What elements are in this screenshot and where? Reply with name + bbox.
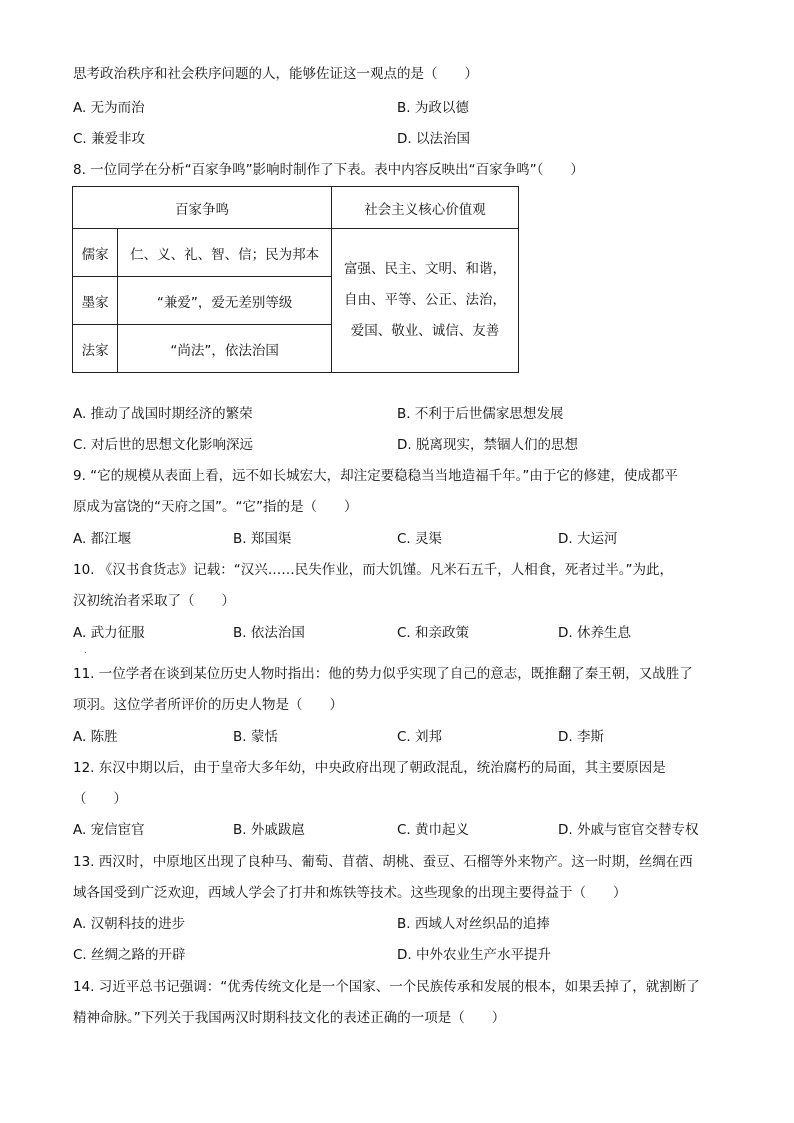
q12-option-c: C. 黄巾起义 bbox=[397, 822, 470, 838]
q10-option-c: C. 和亲政策 bbox=[397, 625, 470, 641]
q12-stem-line: 12. 东汉中期以后，由于皇帝大多年幼，中央政府出现了朝政混乱，统治腐朽的局面，其主要原因是 bbox=[73, 760, 666, 776]
table-school-cell: 儒家 bbox=[73, 229, 118, 277]
q10-stem-line: 10. 《汉书食货志》记载：“汉兴……民失作业，而大饥馑。凡米石五千，人相食，死者过半。”为此， bbox=[73, 562, 673, 578]
core-values-line: 富强、民主、文明、和谐， bbox=[344, 261, 506, 277]
q8-option-b: B. 不利于后世儒家思想发展 bbox=[397, 406, 564, 422]
table-idea-cell: “兼爱”，爱无差别等级 bbox=[118, 277, 332, 325]
q12-option-d: D. 外戚与宦官交替专权 bbox=[558, 822, 699, 838]
table-idea-cell: 仁、义、礼、智、信；民为邦本 bbox=[118, 229, 332, 277]
q9-option-a: A. 都江堰 bbox=[73, 531, 132, 547]
q10-stem-line: 汉初统治者采取了（ ） bbox=[73, 593, 235, 609]
q9-stem-line: 9. “它的规模从表面上看，远不如长城宏大，却注定要稳稳当当地造福千年。”由于它的修建，使成都平 bbox=[73, 468, 678, 484]
q13-option-b: B. 西域人对丝织品的追捧 bbox=[397, 916, 550, 932]
q8-stem: 8. 一位同学在分析“百家争鸣”影响时制作了下表。表中内容反映出“百家争鸣”（ ） bbox=[73, 162, 584, 178]
table-school-cell: 法家 bbox=[73, 325, 118, 373]
q8-option-d: D. 脱离现实，禁锢人们的思想 bbox=[397, 437, 578, 453]
core-values-line: 爱国、敬业、诚信、友善 bbox=[350, 323, 500, 339]
q13-option-c: C. 丝绸之路的开辟 bbox=[73, 947, 186, 963]
q14-stem-line: 精神命脉。”下列关于我国两汉时期科技文化的表述正确的一项是（ ） bbox=[73, 1010, 506, 1026]
core-values-line: 自由、平等、公正、法治， bbox=[344, 292, 506, 308]
table-core-values-cell bbox=[332, 229, 519, 373]
q11-option-a: A. 陈胜 bbox=[73, 729, 118, 745]
q13-stem-line: 13. 西汉时，中原地区出现了良种马、葡萄、苜蓿、胡桃、蚕豆、石榴等外来物产。这一时期，丝绸在西 bbox=[73, 854, 693, 870]
q9-option-b: B. 郑国渠 bbox=[233, 531, 292, 547]
table-header-schools: 百家争鸣 bbox=[73, 187, 332, 229]
q8-option-c: C. 对后世的思想文化影响深远 bbox=[73, 437, 254, 453]
q13-stem-line: 域各国受到广泛欢迎，西域人学会了打井和炼铁等技术。这些现象的出现主要得益于（ ） bbox=[73, 885, 627, 901]
q7-stem-tail: 思考政治秩序和社会秩序问题的人，能够佐证这一观点的是（ ） bbox=[73, 66, 478, 82]
q13-option-d: D. 中外农业生产水平提升 bbox=[397, 947, 551, 963]
q11-option-d: D. 李斯 bbox=[558, 729, 604, 745]
q8-option-a: A. 推动了战国时期经济的繁荣 bbox=[73, 406, 253, 422]
table-idea-cell: “尚法”，依法治国 bbox=[118, 325, 332, 373]
table-header-values: 社会主义核心价值观 bbox=[332, 187, 519, 229]
q9-option-d: D. 大运河 bbox=[558, 531, 618, 547]
q7-option-b: B. 为政以德 bbox=[397, 100, 469, 116]
q11-stem-line: 11. 一位学者在谈到某位历史人物时指出：他的势力似乎实现了自己的意志，既推翻了秦王朝，又战胜了 bbox=[73, 666, 693, 682]
hundred-schools-table bbox=[72, 186, 519, 373]
q10-option-a: A. 武力征服 bbox=[73, 625, 145, 641]
q9-option-c: C. 灵渠 bbox=[397, 531, 443, 547]
stray-dot-mark: . bbox=[84, 646, 87, 655]
q10-option-d: D. 休养生息 bbox=[558, 625, 631, 641]
q11-option-b: B. 蒙恬 bbox=[233, 729, 278, 745]
q7-option-a: A. 无为而治 bbox=[73, 100, 145, 116]
q12-stem-line: （ ） bbox=[73, 791, 127, 807]
q13-option-a: A. 汉朝科技的进步 bbox=[73, 916, 186, 932]
q11-stem-line: 项羽。这位学者所评价的历史人物是（ ） bbox=[73, 697, 343, 713]
q7-option-d: D. 以法治国 bbox=[397, 131, 470, 147]
q12-option-b: B. 外戚跋扈 bbox=[233, 822, 305, 838]
q7-option-c: C. 兼爱非攻 bbox=[73, 131, 146, 147]
q10-option-b: B. 依法治国 bbox=[233, 625, 305, 641]
q9-stem-line: 原成为富饶的“天府之国”。“它”指的是（ ） bbox=[73, 499, 358, 515]
table-school-cell: 墨家 bbox=[73, 277, 118, 325]
q12-option-a: A. 宠信宦官 bbox=[73, 822, 145, 838]
q11-option-c: C. 刘邦 bbox=[397, 729, 443, 745]
q14-stem-line: 14. 习近平总书记强调：“优秀传统文化是一个国家、一个民族传承和发展的根本，如果丢掉了，就割断了 bbox=[73, 979, 700, 995]
